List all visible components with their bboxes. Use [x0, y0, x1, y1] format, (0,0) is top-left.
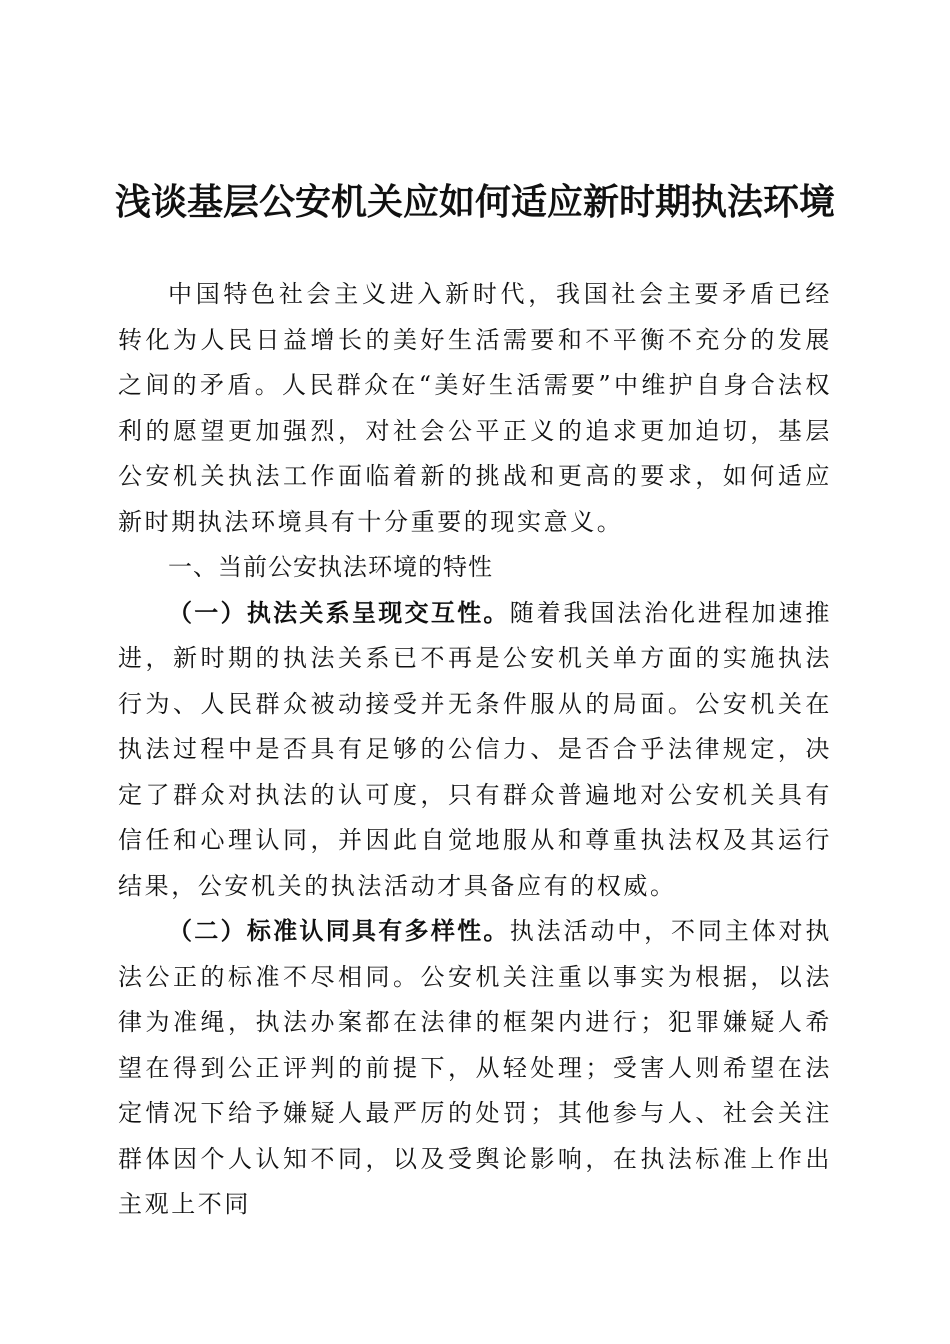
subsection-1-heading: （一）执法关系呈现交互性。 — [168, 598, 510, 627]
document-body — [118, 272, 832, 1228]
subsection-2-paragraph — [118, 909, 832, 1228]
subsection-2-heading: （二）标准认同具有多样性。 — [168, 917, 510, 945]
document-title: 浅谈基层公安机关应如何适应新时期执法环境 — [114, 181, 835, 223]
subsection-1-paragraph — [118, 591, 832, 910]
section-heading: 一、当前公安执法环境的特性 — [168, 553, 493, 581]
subsection-2-text: 执法活动中，不同主体对执法公正的标准不尽相同。公安机关注重以事实为根据，以法律为准绳，执法办案都在法律的框架内进行；犯罪嫌疑人希望在得到公正评判的前提下，从轻处理；受害人则希望在法定情况下给予嫌疑人最严厉的处罚；其他参与人、社会关注群体因个人认知不同，以及受舆论影响，在执法标准上作出主观上不同 — [118, 917, 833, 1218]
subsection-1-text: 随着我国法治化进程加速推进，新时期的执法关系已不再是公安机关单方面的实施执法行为、人民群众被动接受并无条件服从的局面。公安机关在执法过程中是否具有足够的公信力、是否合乎法律规定，决定了群众对执法的认可度，只有群众普遍地对公安机关具有信任和心理认同，并因此自觉地服从和尊重执法权及其运行结果，公安机关的执法活动才具备应有的权威。 — [118, 598, 833, 900]
intro-paragraph: 中国特色社会主义进入新时代，我国社会主要矛盾已经转化为人民日益增长的美好生活需要和不平衡不充分的发展之间的矛盾。人民群众在“美好生活需要”中维护自身合法权利的愿望更加强烈，对社会公平正义的追求更加迫切，基层公安机关执法工作面临着新的挑战和更高的要求，如何适应新时期执法环境具有十分重要的现实意义。 — [118, 280, 832, 536]
